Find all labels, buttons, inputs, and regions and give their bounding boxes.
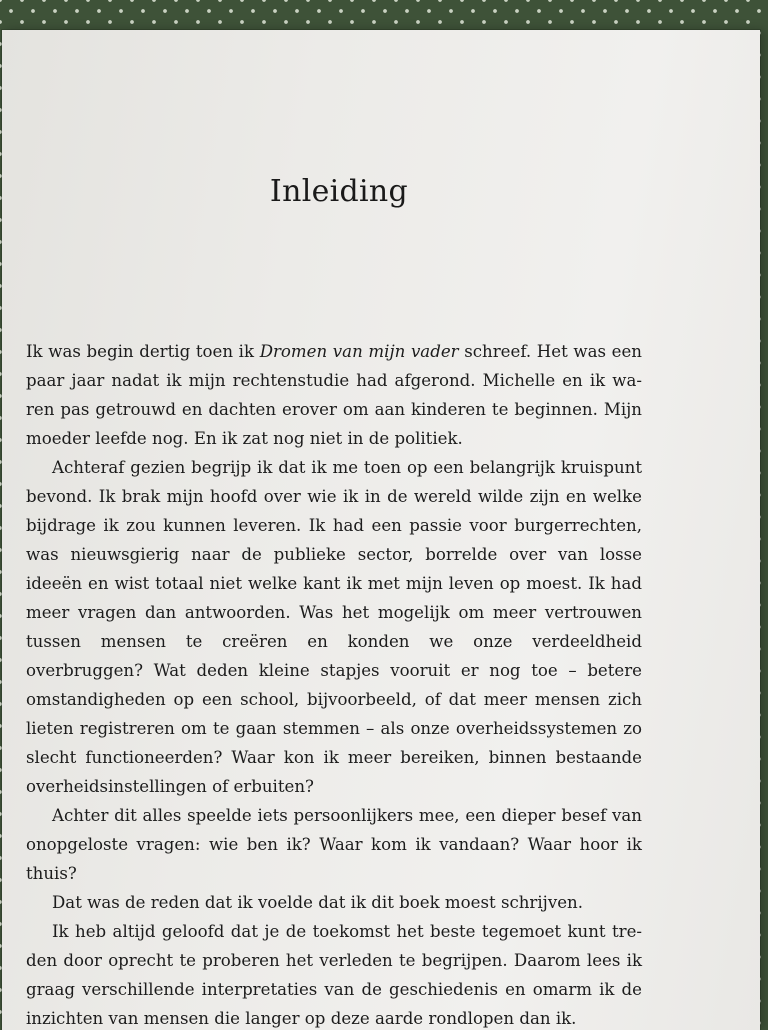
paragraph-1-after: schreef. Het was een paar jaar nadat ik mijn rechtenstudie had afgerond. Michelle en ik waren pas getrouwd en dachten erover om aan kinderen te beginnen. Mijn moeder leefde nog. En ik zat nog niet in de politiek. — [26, 342, 642, 448]
paragraph-4: Dat was de reden dat ik voelde dat ik dit boek moest schrijven. — [52, 893, 583, 912]
book-title-italic: Dromen van mijn vader — [259, 342, 459, 361]
book-page — [2, 30, 760, 1030]
paragraph-5: Ik heb altijd geloofd dat je de toekomst het beste tegemoet kunt treden door oprecht te proberen het verleden te begrijpen. Daarom lees ik graag verschillende interpretaties van de geschiedenis en omarm ik de inzichten van mensen die langer op deze aarde rondlopen dan ik. — [26, 922, 642, 1028]
chapter-title: Inleiding — [269, 174, 409, 209]
paragraph-1 — [26, 337, 642, 453]
paragraph-2: Achteraf gezien begrijp ik dat ik me toen op een belangrijk kruispunt bevond. Ik brak mijn hoofd over wie ik in de wereld wilde zijn en welke bijdrage ik zou kunnen leveren. Ik had een passie voor burgerrechten, was nieuwsgierig naar de publieke sector, borrelde over van losse ideeën en wist totaal niet welke kant ik met mijn leven op moest. Ik had meer vragen dan antwoorden. Was het mogelijk om meer vertrouwen tussen mensen te creëren en konden we onze verdeeldheid overbruggen? Wat deden kleine stapjes vooruit er nog toe – betere omstandigheden op een school, bijvoorbeeld, of dat meer mensen zich lieten registreren om te gaan stemmen – als onze overheidssystemen zo slecht functioneerden? Waar kon ik meer bereiken, binnen bestaande overheidsinstellingen of erbuiten? — [26, 458, 642, 796]
paragraph-3: Achter dit alles speelde iets persoonlijkers mee, een dieper besef van onopgeloste vragen: wie ben ik? Waar kom ik vandaan? Waar hoor ik thuis? — [26, 806, 642, 883]
paragraph-1-before: Ik was begin dertig toen ik — [26, 342, 260, 361]
chapter-body — [26, 337, 642, 1030]
